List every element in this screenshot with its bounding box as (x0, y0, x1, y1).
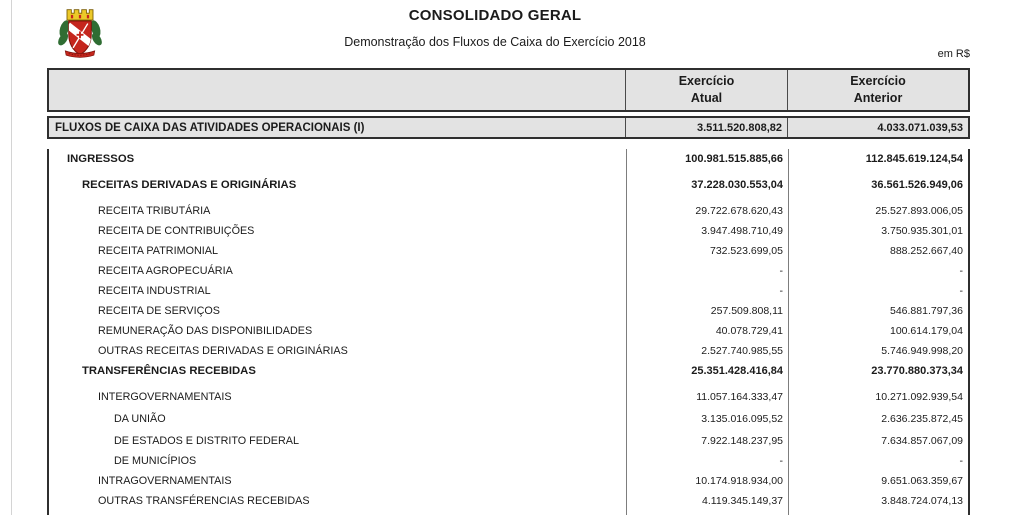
row-label: RECEITA DE CONTRIBUIÇÕES (98, 225, 255, 237)
table-row (49, 471, 968, 491)
value-exercicio-anterior: 7.634.857.067,09 (881, 435, 963, 447)
column-header-empty (49, 70, 626, 110)
page-subtitle: Demonstração dos Fluxos de Caixa do Exercício 2018 (344, 35, 646, 49)
table-row (49, 491, 968, 511)
value-exercicio-anterior: 23.770.880.373,34 (871, 365, 963, 377)
value-exercicio-anterior: 112.845.619.124,54 (865, 153, 963, 165)
table-row (49, 361, 968, 381)
column-divider (788, 149, 789, 515)
table-row (49, 451, 968, 471)
row-label: DA UNIÃO (114, 413, 166, 425)
value-exercicio-atual: 100.981.515.885,66 (685, 153, 783, 165)
value-exercicio-atual: 29.722.678.620,43 (695, 205, 783, 217)
value-exercicio-anterior: 100.614.179,04 (890, 325, 963, 337)
table-row (49, 175, 968, 195)
value-exercicio-anterior: - (959, 285, 963, 297)
table-row (49, 201, 968, 221)
row-label: DE MUNICÍPIOS (114, 455, 197, 467)
row-label: TRANSFERÊNCIAS RECEBIDAS (82, 365, 256, 377)
value-exercicio-anterior: 546.881.797,36 (890, 305, 963, 317)
table-row (49, 241, 968, 261)
table-row (49, 261, 968, 281)
column-header-exercicio-atual (626, 70, 788, 110)
value-exercicio-atual: 11.057.164.333,47 (696, 391, 783, 403)
column-header-line: Atual (690, 91, 723, 105)
section-header-row (47, 116, 970, 139)
value-exercicio-anterior: 3.848.724.074,13 (881, 495, 963, 507)
section-value-atual: 3.511.520.808,82 (626, 118, 788, 137)
value-exercicio-atual: 2.527.740.985,55 (701, 345, 783, 357)
section-value-anterior: 4.033.071.039,53 (877, 121, 963, 134)
column-divider (626, 149, 627, 515)
table-row (49, 387, 968, 407)
page-title: CONSOLIDADO GERAL (408, 7, 582, 24)
value-exercicio-anterior: - (959, 265, 963, 277)
value-exercicio-atual: - (779, 455, 783, 467)
value-exercicio-anterior: 5.746.949.998,20 (881, 345, 963, 357)
table-row (49, 281, 968, 301)
value-exercicio-atual: 7.922.148.237,95 (701, 435, 783, 447)
table-row (49, 221, 968, 241)
row-label: OUTRAS RECEITAS DERIVADAS E ORIGINÁRIAS (98, 345, 348, 357)
value-exercicio-anterior: - (959, 455, 963, 467)
value-exercicio-atual: 37.228.030.553,04 (691, 179, 783, 191)
table-row (49, 301, 968, 321)
value-exercicio-atual: - (779, 285, 783, 297)
value-exercicio-anterior: 9.651.063.359,67 (881, 475, 963, 487)
value-exercicio-anterior: 2.636.235.872,45 (881, 413, 963, 425)
column-header-line: Anterior (853, 91, 903, 105)
value-exercicio-anterior: 888.252.667,40 (890, 245, 963, 257)
value-exercicio-atual: - (779, 265, 783, 277)
row-label: RECEITA TRIBUTÁRIA (98, 205, 211, 217)
column-header-exercicio-anterior (788, 70, 968, 110)
row-label: DE ESTADOS E DISTRITO FEDERAL (114, 435, 299, 447)
row-label: RECEITA DE SERVIÇOS (98, 305, 220, 317)
row-label: INGRESSOS (67, 153, 135, 165)
value-exercicio-atual: 3.947.498.710,49 (701, 225, 783, 237)
value-exercicio-atual: 257.509.808,11 (710, 305, 783, 317)
row-label: REMUNERAÇÃO DAS DISPONIBILIDADES (98, 325, 313, 337)
value-exercicio-atual: 732.523.699,05 (710, 245, 783, 257)
table-row (49, 431, 968, 451)
value-exercicio-atual: 40.078.729,41 (715, 325, 783, 337)
table-header-row (47, 68, 970, 112)
row-label: RECEITA PATRIMONIAL (98, 245, 218, 257)
section-label: FLUXOS DE CAIXA DAS ATIVIDADES OPERACIONAIS (I) (49, 118, 626, 137)
cash-flow-table (47, 68, 970, 515)
table-row (49, 149, 968, 169)
column-header-line: Exercício (678, 74, 735, 89)
table-row (49, 321, 968, 341)
currency-unit-label: em R$ (937, 48, 970, 60)
value-exercicio-atual: 4.119.345.149,37 (702, 495, 783, 507)
value-exercicio-anterior: 10.271.092.939,54 (875, 391, 963, 403)
table-row (49, 409, 968, 429)
value-exercicio-atual: 3.135.016.095,52 (701, 413, 783, 425)
row-label: INTRAGOVERNAMENTAIS (98, 475, 232, 487)
row-label: INTERGOVERNAMENTAIS (98, 391, 232, 403)
table-body (47, 149, 970, 515)
value-exercicio-atual: 25.351.428.416,84 (691, 365, 783, 377)
value-exercicio-atual: 10.174.918.934,00 (695, 475, 783, 487)
value-exercicio-anterior: 36.561.526.949,06 (871, 179, 963, 191)
column-header-line: Exercício (850, 74, 906, 89)
table-body-rows (49, 149, 968, 511)
row-label: RECEITAS DERIVADAS E ORIGINÁRIAS (82, 179, 297, 191)
value-exercicio-anterior: 3.750.935.301,01 (881, 225, 963, 237)
row-label: RECEITA AGROPECUÁRIA (98, 265, 233, 277)
page-edge-line (11, 0, 12, 515)
value-exercicio-anterior: 25.527.893.006,05 (875, 205, 963, 217)
table-row (49, 341, 968, 361)
row-label: RECEITA INDUSTRIAL (98, 285, 211, 297)
row-label: OUTRAS TRANSFÉRENCIAS RECEBIDAS (98, 495, 310, 507)
